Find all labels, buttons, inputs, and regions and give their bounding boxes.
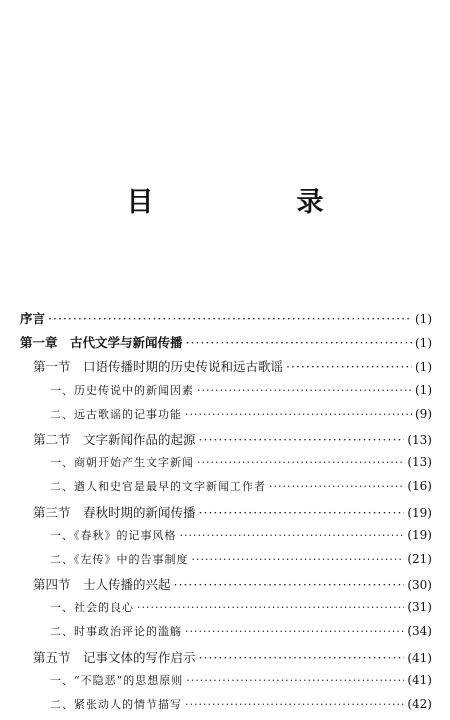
dot-leader — [48, 311, 412, 326]
toc-entry — [20, 551, 432, 575]
dot-leader — [199, 432, 405, 447]
toc-entry — [20, 599, 432, 623]
dot-leader — [186, 674, 404, 687]
toc-entry-label: 序言 — [20, 311, 46, 326]
toc-entry — [20, 406, 432, 430]
dot-leader — [286, 359, 412, 374]
dot-leader — [137, 601, 404, 614]
toc-entry-page: (13) — [407, 432, 432, 447]
toc-entry — [20, 623, 432, 647]
toc-entry-label: 第一章 古代文学与新闻传播 — [20, 335, 183, 351]
toc-entry-page: (19) — [407, 505, 432, 520]
dot-leader — [269, 480, 404, 493]
dot-leader — [197, 456, 404, 469]
toc-entry-page: (34) — [407, 624, 432, 639]
toc-entry-page: (41) — [407, 650, 432, 665]
toc-entry-label: 第五节 记事文体的写作启示 — [33, 649, 196, 665]
dot-leader — [197, 384, 412, 397]
dot-leader — [199, 505, 405, 520]
toc-entry-label: 二、《左传》中的告事制度 — [50, 552, 189, 566]
toc-entry-page: (9) — [415, 406, 432, 421]
toc-entry-label: 一、“不隐恶”的思想原则 — [50, 673, 184, 687]
toc-entry-page: (1) — [415, 382, 432, 397]
dot-leader — [185, 625, 404, 638]
toc-entry-label: 二、时事政治评论的滥觞 — [50, 625, 182, 639]
toc-entry-label: 第一节 口语传播时期的历史传说和远古歌谣 — [33, 359, 284, 375]
toc-entry — [20, 575, 432, 599]
toc-entry-page: (19) — [407, 527, 432, 542]
toc-entry-page: (1) — [415, 336, 432, 351]
toc-entry-page: (42) — [407, 697, 432, 711]
toc-entry-label: 二、遒人和史官是最早的文字新闻工作者 — [50, 480, 266, 494]
toc-entry-label: 二、紧张动人的情节描写 — [50, 698, 182, 711]
toc-entry-page: (13) — [407, 455, 432, 470]
toc-entry-label: 第四节 士人传播的兴起 — [33, 577, 171, 593]
dot-leader — [185, 408, 412, 421]
dot-leader — [199, 650, 405, 665]
table-of-contents — [20, 309, 432, 720]
toc-entry — [20, 333, 432, 357]
toc-entry — [20, 309, 432, 333]
toc-entry — [20, 382, 432, 406]
dot-leader — [174, 577, 405, 592]
toc-entry — [20, 454, 432, 478]
toc-entry — [20, 503, 432, 527]
toc-entry — [20, 430, 432, 454]
toc-entry — [20, 648, 432, 672]
dot-leader — [186, 335, 412, 350]
toc-entry-page: (1) — [415, 360, 432, 375]
toc-entry — [20, 527, 432, 551]
toc-entry-page: (16) — [407, 479, 432, 494]
toc-entry-page: (21) — [407, 551, 432, 566]
dot-leader — [192, 553, 405, 566]
toc-entry-page: (41) — [407, 672, 432, 687]
page-title: 目 录 — [126, 187, 382, 218]
toc-entry-label: 二、远古歌谣的记事功能 — [50, 407, 182, 421]
toc-entry-label: 第二节 文字新闻作品的起源 — [33, 431, 196, 447]
toc-entry-page: (31) — [407, 600, 432, 615]
toc-entry-label: 一、社会的良心 — [50, 601, 134, 615]
toc-entry-page: (1) — [415, 312, 432, 326]
toc-entry-label: 第三节 春秋时期的新闻传播 — [33, 504, 196, 520]
toc-entry — [20, 478, 432, 502]
dot-leader — [185, 698, 404, 711]
toc-entry — [20, 672, 432, 696]
toc-entry-label: 一、商朝开始产生文字新闻 — [50, 456, 194, 470]
toc-entry — [20, 357, 432, 381]
toc-entry-label: 一、《春秋》的记事风格 — [50, 528, 177, 542]
dot-leader — [180, 529, 405, 542]
toc-entry — [20, 696, 432, 720]
toc-entry-label: 一、历史传说中的新闻因素 — [50, 383, 194, 397]
toc-entry-page: (30) — [407, 578, 432, 593]
